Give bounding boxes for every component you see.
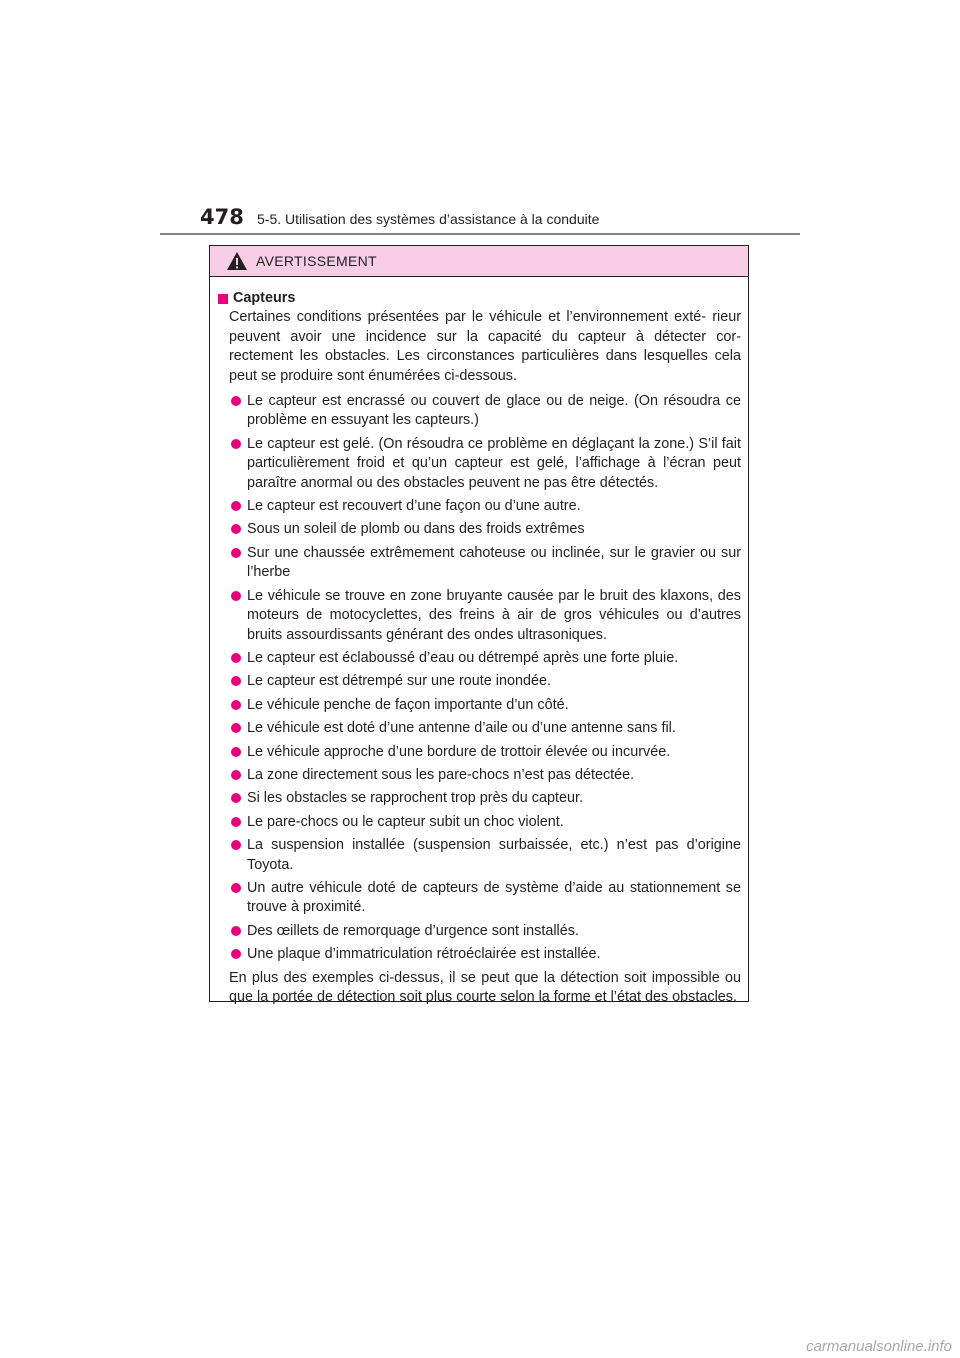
- list-item-text: Une plaque d’immatriculation rétroéclairée est installée.: [247, 946, 601, 963]
- section-title: 5-5. Utilisation des systèmes d’assistance à la conduite: [257, 211, 600, 227]
- warning-title: AVERTISSEMENT: [256, 253, 377, 269]
- warning-header: [210, 246, 748, 277]
- list-item: [217, 672, 741, 691]
- list-item: [217, 649, 741, 668]
- subheading: [217, 289, 741, 308]
- magenta-circle-bullet-icon: [231, 653, 241, 663]
- list-item-text: Le véhicule se trouve en zone bruyante causée par le bruit des klaxons, des moteurs de motocyclettes, des freins à air de gros véhicules ou d’autres bruits assourdissants générant des ondes ultrasoniques.: [247, 587, 741, 643]
- list-item-text: Le capteur est encrassé ou couvert de glace ou de neige. (On résoudra ce problème en essuyant les capteurs.): [247, 393, 741, 429]
- page-number: 478: [200, 205, 244, 229]
- magenta-circle-bullet-icon: [231, 591, 241, 601]
- list-item: [217, 497, 741, 516]
- magenta-circle-bullet-icon: [231, 883, 241, 893]
- magenta-circle-bullet-icon: [231, 747, 241, 757]
- watermark: carmanualsonline.info: [806, 1337, 952, 1355]
- intro-paragraph: Certaines conditions présentées par le véhicule et l’environnement exté- rieur peuvent avoir une incidence sur la capacité du capteur à détecter cor- rectement les obstacles. Les circonstances particulières dans lesquelles cela peut se produire sont énumérées ci-dessous.: [229, 309, 741, 384]
- warning-box: [209, 245, 749, 1005]
- list-item: [217, 789, 741, 808]
- list-item: [217, 587, 741, 645]
- magenta-circle-bullet-icon: [231, 723, 241, 733]
- magenta-circle-bullet-icon: [231, 793, 241, 803]
- magenta-circle-bullet-icon: [231, 396, 241, 406]
- warning-triangle-icon: [226, 251, 248, 271]
- list-item-text: Des œillets de remorquage d’urgence sont installés.: [247, 922, 579, 939]
- magenta-square-icon: [218, 294, 228, 304]
- magenta-circle-bullet-icon: [231, 501, 241, 511]
- list-item: [217, 544, 741, 583]
- magenta-circle-bullet-icon: [231, 548, 241, 558]
- list-item: [217, 392, 741, 431]
- list-item: [217, 945, 741, 964]
- list-item: [217, 719, 741, 738]
- magenta-circle-bullet-icon: [231, 676, 241, 686]
- subheading-text: Capteurs: [233, 290, 296, 306]
- list-item-text: Sous un soleil de plomb ou dans des froids extrêmes: [247, 521, 585, 538]
- list-item-text: Le capteur est éclaboussé d’eau ou détrempé après une forte pluie.: [247, 649, 679, 666]
- warning-content: [210, 277, 748, 1007]
- list-item-text: Si les obstacles se rapprochent trop près du capteur.: [247, 790, 583, 807]
- list-item: [217, 696, 741, 715]
- list-item-text: Le véhicule penche de façon importante d’un côté.: [247, 696, 569, 713]
- magenta-circle-bullet-icon: [231, 949, 241, 959]
- magenta-circle-bullet-icon: [231, 770, 241, 780]
- list-item: [217, 520, 741, 539]
- magenta-circle-bullet-icon: [231, 439, 241, 449]
- list-item: [217, 766, 741, 785]
- list-item: [217, 836, 741, 875]
- list-item-text: La suspension installée (suspension surbaissée, etc.) n’est pas d’origine Toyota.: [247, 837, 741, 873]
- magenta-circle-bullet-icon: [231, 817, 241, 827]
- magenta-circle-bullet-icon: [231, 700, 241, 710]
- list-item: [217, 879, 741, 918]
- magenta-circle-bullet-icon: [231, 840, 241, 850]
- magenta-circle-bullet-icon: [231, 926, 241, 936]
- list-item-text: Le capteur est détrempé sur une route inondée.: [247, 673, 552, 690]
- list-item: [217, 435, 741, 493]
- list-item: [217, 922, 741, 941]
- list-item: [217, 743, 741, 762]
- list-item-text: Le véhicule est doté d’une antenne d’aile ou d’une antenne sans fil.: [247, 720, 676, 737]
- magenta-circle-bullet-icon: [231, 524, 241, 534]
- list-item-text: Le pare-chocs ou le capteur subit un choc violent.: [247, 813, 564, 830]
- closing-paragraph: En plus des exemples ci-dessus, il se peut que la détection soit impossible ou que la portée de détection soit plus courte selon la forme et l’état des obstacles.: [229, 969, 741, 1005]
- bullet-list: [217, 392, 741, 965]
- list-item-text: Sur une chaussée extrêmement cahoteuse ou inclinée, sur le gravier ou sur l’herbe: [247, 544, 741, 581]
- list-item: [217, 813, 741, 832]
- list-item-text: La zone directement sous les pare-chocs n’est pas détectée.: [247, 766, 635, 783]
- list-item-text: Le capteur est recouvert d’une façon ou d’une autre.: [247, 498, 581, 515]
- list-item-text: Le capteur est gelé. (On résoudra ce problème en déglaçant la zone.) S’il fait particulièrement froid et qu’un capteur est gelé, l’affichage à l’écran peut paraître anormal ou des obstacles peuvent ne pas être détectés.: [247, 435, 741, 491]
- header-rule: [160, 233, 800, 235]
- list-item-text: Le véhicule approche d’une bordure de trottoir élevée ou incurvée.: [247, 743, 671, 760]
- list-item-text: Un autre véhicule doté de capteurs de système d’aide au stationnement se trouve à proximité.: [247, 879, 741, 916]
